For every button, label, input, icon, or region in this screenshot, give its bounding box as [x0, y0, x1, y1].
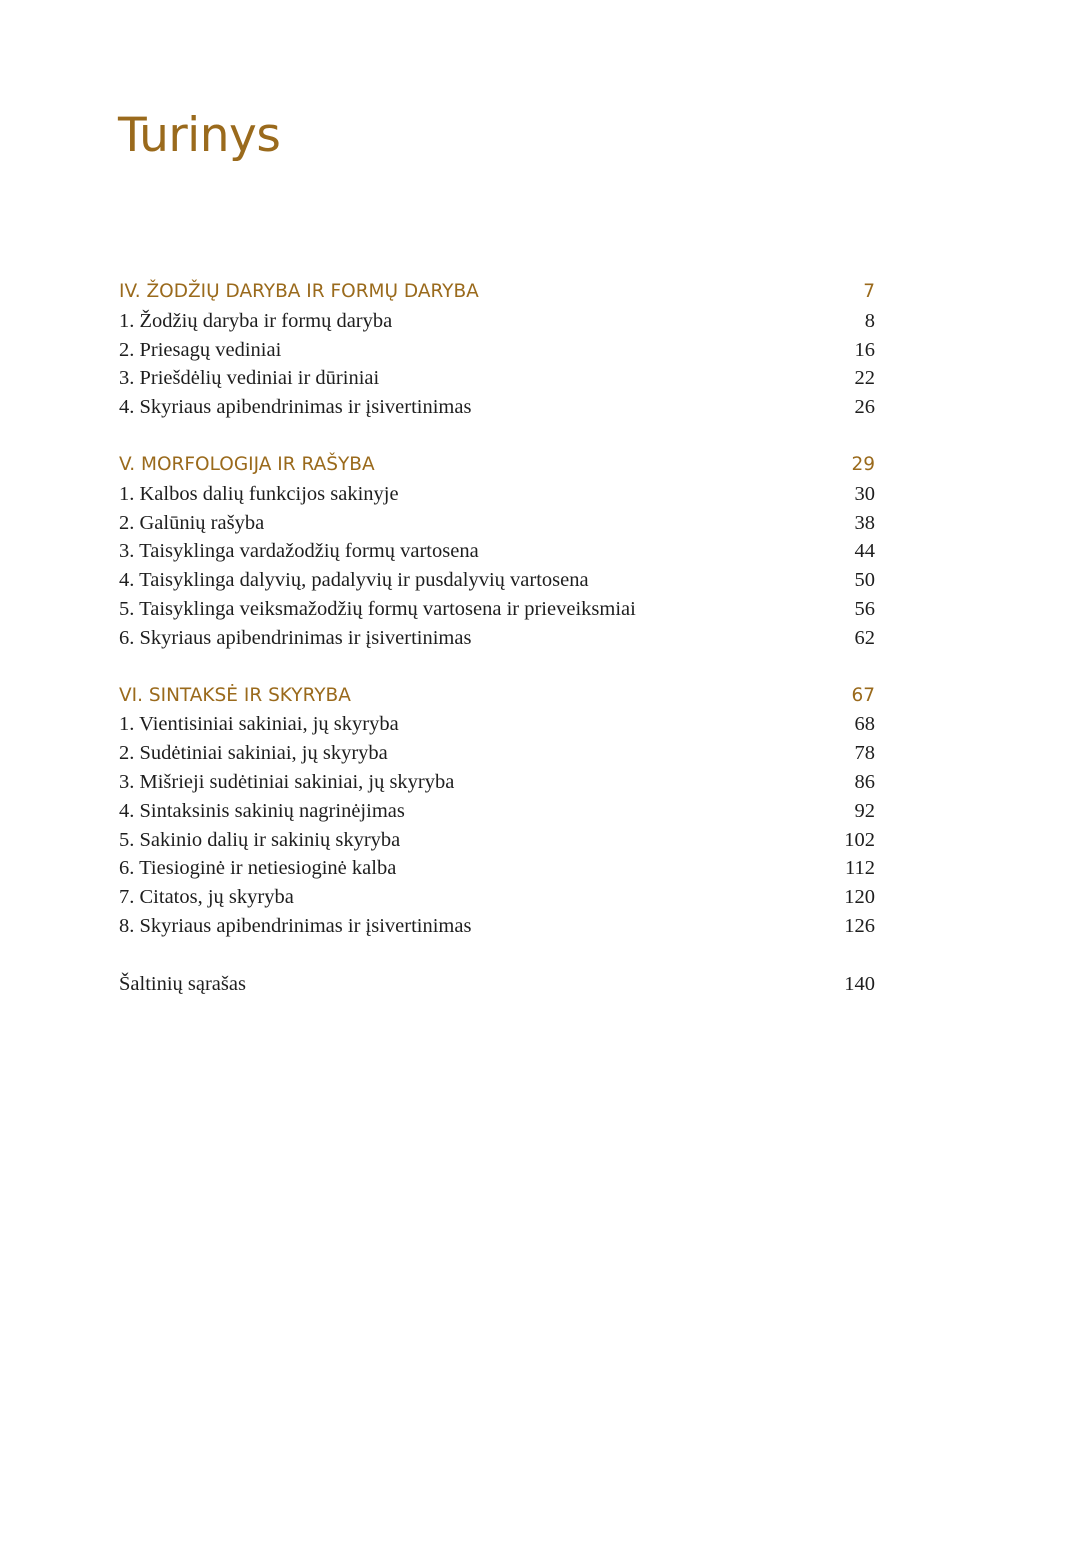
toc-page-number: 26 [854, 396, 875, 419]
toc-entry[interactable] [119, 768, 875, 797]
toc-page-number: 126 [844, 914, 875, 937]
toc-page-number: 68 [854, 713, 875, 736]
toc-entry[interactable] [119, 883, 875, 912]
toc-page-number: 50 [854, 569, 875, 592]
toc-entry-title: 8. Skyriaus apibendrinimas ir įsivertinimas [119, 914, 472, 937]
toc-entry[interactable] [119, 797, 875, 826]
page-title: Turinys [118, 108, 281, 163]
toc-page-number: 86 [854, 770, 875, 793]
toc-entry[interactable] [119, 480, 875, 509]
toc-chapter-title: VI. SINTAKSĖ IR SKYRYBA [119, 684, 351, 706]
toc-entry-title: 1. Žodžių daryba ir formų daryba [119, 309, 393, 332]
toc-entry-title: 6. Tiesioginė ir netiesioginė kalba [119, 857, 397, 880]
toc-entry[interactable] [119, 710, 875, 739]
toc-entry[interactable] [119, 595, 875, 624]
toc-entry[interactable] [119, 509, 875, 538]
toc-entry-title: 5. Taisyklinga veiksmažodžių formų vartosena ir prieveiksmiai [119, 597, 636, 620]
toc-page-number: 67 [851, 684, 875, 706]
toc-section-iv [119, 278, 875, 422]
toc-entry-title: 5. Sakinio dalių ir sakinių skyryba [119, 828, 401, 851]
toc-entry-sources[interactable] [119, 970, 875, 999]
toc-page-number: 44 [854, 540, 875, 563]
toc-entry-title: 4. Sintaksinis sakinių nagrinėjimas [119, 799, 405, 822]
toc-page-number: 38 [854, 511, 875, 534]
toc-page-number: 102 [844, 828, 875, 851]
toc-page-number: 16 [854, 338, 875, 361]
toc-entry-title: 2. Galūnių rašyba [119, 511, 265, 534]
toc-page-number: 29 [851, 453, 875, 475]
toc-chapter-heading[interactable] [119, 278, 875, 307]
toc-entry-title: 2. Sudėtiniai sakiniai, jų skyryba [119, 742, 388, 765]
toc-entry-title: 6. Skyriaus apibendrinimas ir įsivertinimas [119, 626, 472, 649]
toc-entry[interactable] [119, 364, 875, 393]
toc-entry-title: 2. Priesagų vediniai [119, 338, 282, 361]
toc-entry-title: 7. Citatos, jų skyryba [119, 886, 294, 909]
toc-section-vi [119, 682, 875, 941]
toc-entry[interactable] [119, 624, 875, 653]
toc-entry[interactable] [119, 739, 875, 768]
toc-entry-title: Šaltinių sąrašas [119, 972, 246, 995]
toc-chapter-heading[interactable] [119, 451, 875, 480]
toc-chapter-title: IV. ŽODŽIŲ DARYBA IR FORMŲ DARYBA [119, 281, 479, 302]
toc-entry-title: 1. Kalbos dalių funkcijos sakinyje [119, 482, 399, 505]
toc-page-number: 7 [863, 281, 875, 302]
toc-entry[interactable] [119, 307, 875, 336]
toc-page-number: 78 [854, 742, 875, 765]
toc-entry[interactable] [119, 912, 875, 941]
toc-entry[interactable] [119, 336, 875, 365]
toc-page-number: 30 [854, 482, 875, 505]
toc-page-number: 8 [864, 309, 875, 332]
toc-chapter-heading[interactable] [119, 682, 875, 711]
toc-page-number: 112 [845, 857, 875, 880]
toc-entry-title: 3. Taisyklinga vardažodžių formų vartosena [119, 540, 479, 563]
toc-section-v [119, 451, 875, 653]
toc-page-number: 120 [844, 886, 875, 909]
toc-page-number: 22 [854, 367, 875, 390]
toc-entry-title: 4. Taisyklinga dalyvių, padalyvių ir pusdalyvių vartosena [119, 569, 589, 592]
toc-entry-title: 1. Vientisiniai sakiniai, jų skyryba [119, 713, 399, 736]
toc-page-number: 62 [854, 626, 875, 649]
toc-page-number: 92 [854, 799, 875, 822]
toc-entry[interactable] [119, 826, 875, 855]
toc-entry[interactable] [119, 566, 875, 595]
toc-page-number: 140 [844, 972, 875, 995]
table-of-contents [119, 278, 875, 1028]
toc-entry[interactable] [119, 854, 875, 883]
toc-entry-title: 3. Mišrieji sudėtiniai sakiniai, jų skyryba [119, 770, 455, 793]
toc-entry-title: 3. Priešdėlių vediniai ir dūriniai [119, 367, 380, 390]
toc-entry-title: 4. Skyriaus apibendrinimas ir įsivertinimas [119, 396, 472, 419]
toc-page-number: 56 [854, 597, 875, 620]
toc-entry[interactable] [119, 393, 875, 422]
toc-section-sources [119, 970, 875, 999]
toc-entry[interactable] [119, 537, 875, 566]
toc-chapter-title: V. MORFOLOGIJA IR RAŠYBA [119, 453, 375, 475]
